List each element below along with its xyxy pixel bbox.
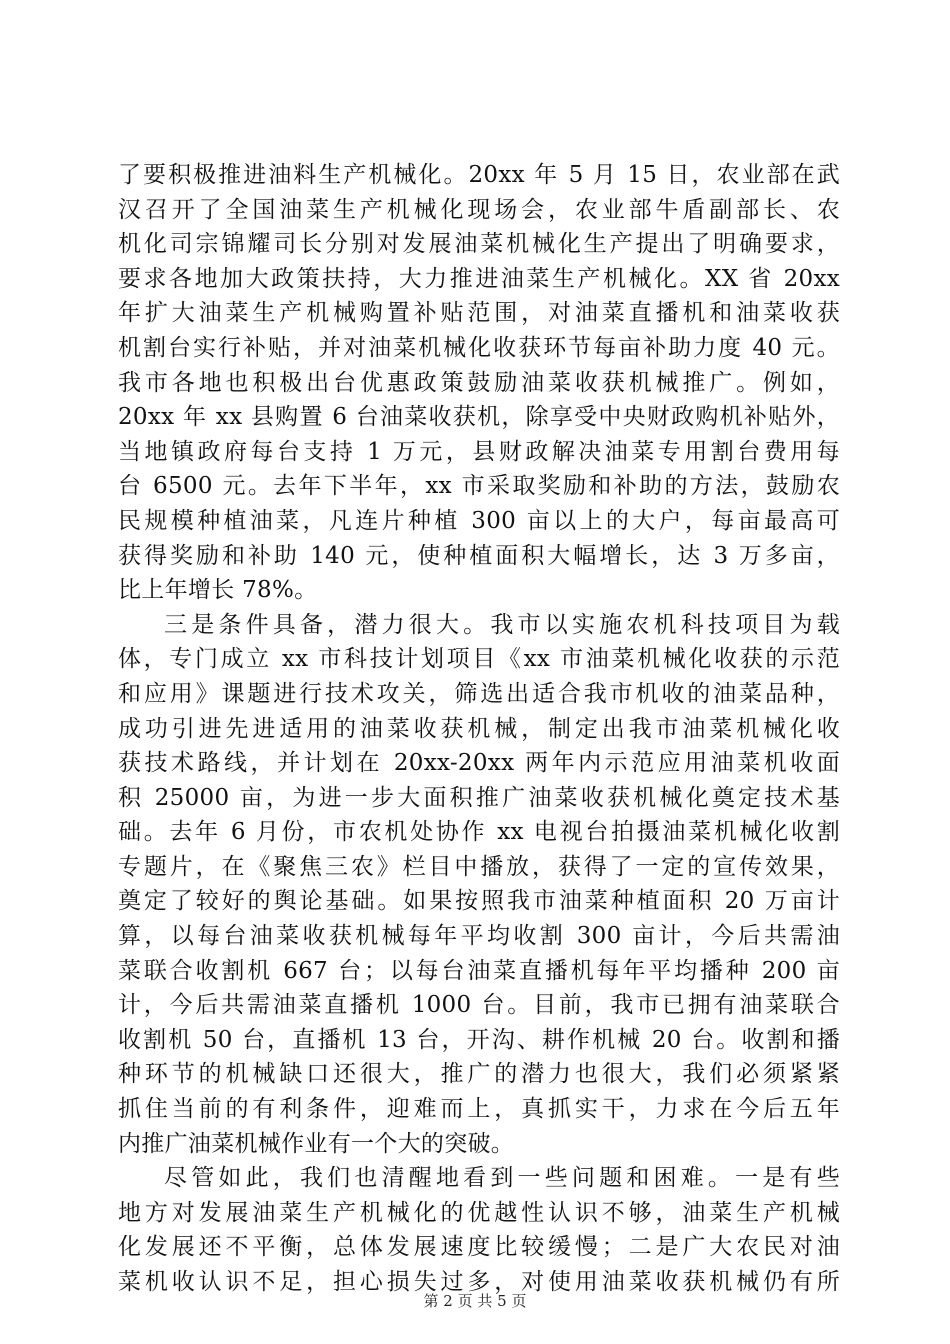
text-line: 菜机收认识不足，担心损失过多，对使用油菜收获机械仍有所 [118, 1269, 840, 1295]
document-body [118, 158, 840, 1300]
text-line: 和应用》课题进行技术攻关，筛选出适合我市机收的油菜品种， [118, 680, 840, 707]
paragraph-first-line: 三是条件具备，潜力很大。我市以实施农机科技项目为载 [164, 611, 840, 638]
text-line: 获技术路线，并计划在 20xx-20xx 两年内示范应用油菜机收面 [118, 750, 840, 777]
text-line: 机割台实行补贴，并对油菜机械化收获环节每亩补助力度 40 元。 [118, 334, 840, 361]
text-line: 比上年增长 78%。 [118, 577, 318, 604]
text-line: 础。去年 6 月份，市农机处协作 xx 电视台拍摄油菜机械化收割 [118, 819, 840, 846]
text-line: 化发展还不平衡，总体发展速度比较缓慢；二是广大农民对油 [118, 1234, 840, 1261]
text-line: 收割机 50 台，直播机 13 台，开沟、耕作机械 20 台。收割和播 [118, 1026, 840, 1053]
text-line: 机化司宗锦耀司长分别对发展油菜机械化生产提出了明确要求， [118, 231, 840, 258]
page-number-footer: 第 2 页 共 5 页 [423, 1292, 527, 1310]
text-line: 成功引进先进适用的油菜收获机械，制定出我市油菜机械化收 [118, 715, 840, 742]
text-line: 计，今后共需油菜直播机 1000 台。目前，我市已拥有油菜联合 [118, 992, 840, 1019]
text-line: 体，专门成立 xx 市科技计划项目《xx 市油菜机械化收获的示范 [118, 646, 840, 673]
text-line: 积 25000 亩，为进一步大面积推广油菜收获机械化奠定技术基 [118, 784, 840, 811]
text-line: 台 6500 元。去年下半年，xx 市采取奖励和补助的方法，鼓励农 [118, 473, 840, 500]
text-line: 汉召开了全国油菜生产机械化现场会，农业部牛盾副部长、农 [118, 196, 840, 223]
text-line: 地方对发展油菜生产机械化的优越性认识不够，油菜生产机械 [118, 1199, 840, 1226]
text-line: 种环节的机械缺口还很大，推广的潜力也很大，我们必须紧紧 [118, 1061, 840, 1088]
text-line: 算，以每台油菜收获机械每年平均收割 300 亩计，今后共需油 [118, 923, 840, 950]
text-line: 要求各地加大政策扶持，大力推进油菜生产机械化。XX 省 20xx [118, 265, 840, 292]
text-line: 当地镇政府每台支持 1 万元，县财政解决油菜专用割台费用每 [118, 438, 840, 465]
text-line: 菜联合收割机 667 台；以每台油菜直播机每年平均播种 200 亩 [118, 957, 840, 984]
text-line: 奠定了较好的舆论基础。如果按照我市油菜种植面积 20 万亩计 [118, 888, 840, 915]
text-line: 年扩大油菜生产机械购置补贴范围，对油菜直播机和油菜收获 [118, 300, 840, 327]
text-line: 民规模种植油菜，凡连片种植 300 亩以上的大户，每亩最高可 [118, 507, 840, 534]
text-line: 我市各地也积极出台优惠政策鼓励油菜收获机械推广。例如， [118, 369, 840, 396]
text-line: 获得奖励和补助 140 元，使种植面积大幅增长，达 3 万多亩， [118, 542, 840, 569]
text-line: 内推广油菜机械作业有一个大的突破。 [118, 1130, 515, 1157]
text-line: 了要积极推进油料生产机械化。20xx 年 5 月 15 日，农业部在武 [118, 162, 840, 188]
text-line: 专题片，在《聚焦三农》栏目中播放，获得了一定的宣传效果， [118, 853, 840, 880]
text-line: 20xx 年 xx 县购置 6 台油菜收获机，除享受中央财政购机补贴外， [118, 404, 840, 431]
paragraph-first-line: 尽管如此，我们也清醒地看到一些问题和困难。一是有些 [164, 1165, 840, 1192]
text-line: 抓住当前的有利条件，迎难而上，真抓实干，力求在今后五年 [118, 1096, 840, 1123]
